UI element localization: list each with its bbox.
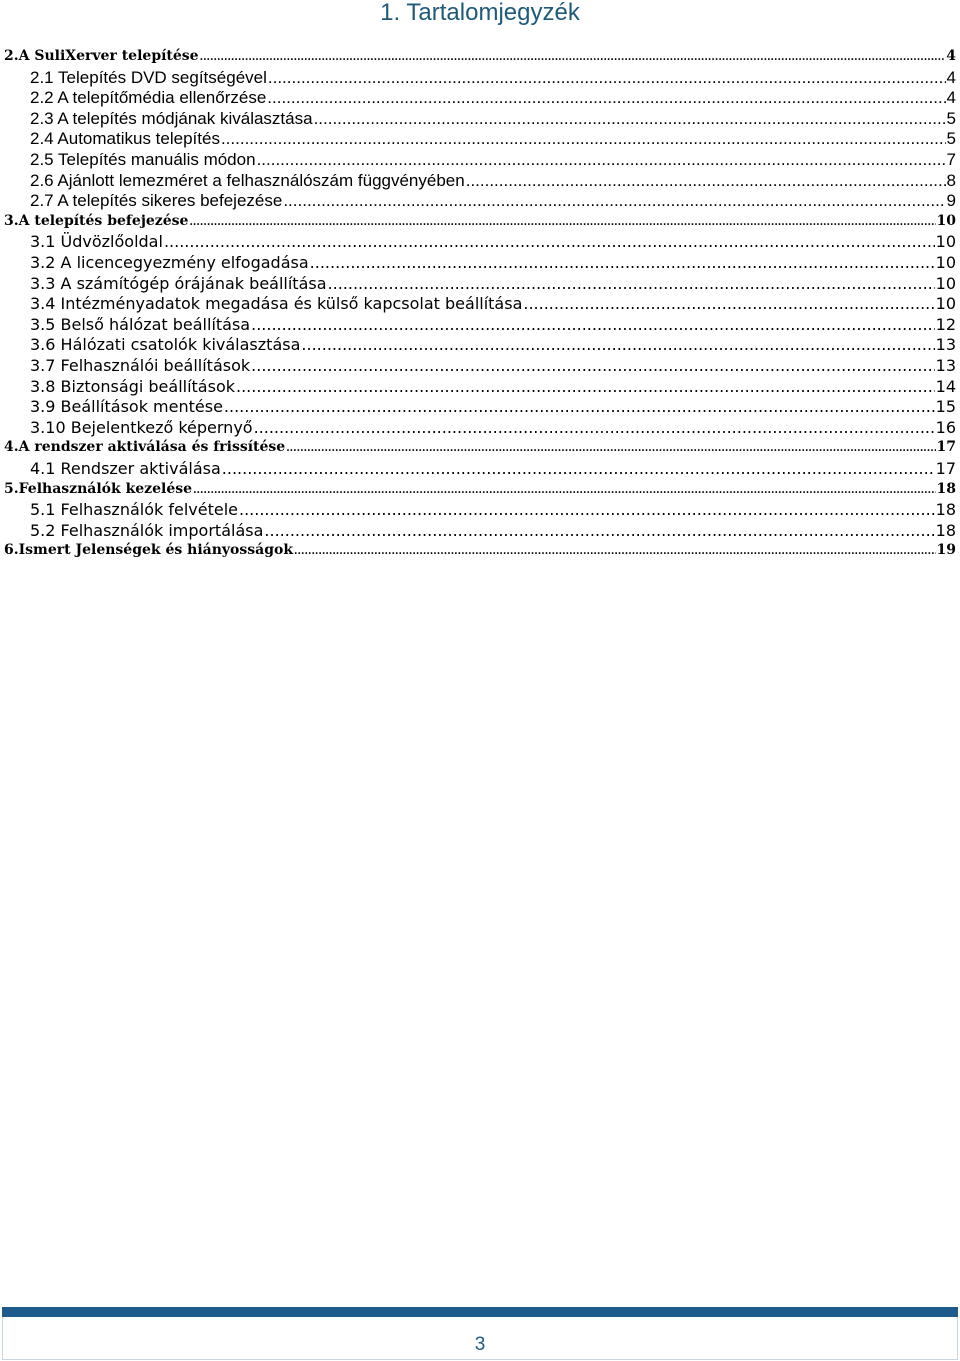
toc-entry-page: 5	[946, 129, 956, 148]
toc-leader-dots	[328, 274, 935, 294]
toc-section-entry[interactable]	[4, 294, 956, 314]
toc-leader-dots	[254, 418, 935, 438]
toc-section-entry[interactable]	[4, 315, 956, 335]
toc-entry-label: 3.4 Intézményadatok megadása és külső kapcsolat beállítása	[30, 294, 523, 313]
toc-leader-dots	[221, 129, 946, 149]
toc-entry-label: 2.2 A telepítőmédia ellenőrzése	[30, 88, 267, 107]
toc-entry-page: 4	[946, 48, 956, 64]
toc-leader-dots	[257, 150, 946, 170]
toc-entry-page: 9	[946, 191, 956, 210]
toc-entry-page: 17	[935, 459, 956, 478]
toc-leader-dots	[294, 541, 935, 561]
table-of-contents	[0, 0, 960, 600]
toc-chapter-entry[interactable]	[4, 212, 956, 232]
toc-leader-dots	[264, 521, 934, 541]
toc-entry-page: 7	[946, 150, 956, 169]
toc-entry-label: 2.3 A telepítés módjának kiválasztása	[30, 109, 313, 128]
toc-section-entry[interactable]	[4, 68, 956, 88]
toc-leader-dots	[251, 315, 935, 335]
toc-entry-page: 12	[935, 315, 956, 334]
toc-entry-label: 3.5 Belső hálózat beállítása	[30, 315, 251, 334]
toc-entry-label: 3.9 Beállítások mentése	[30, 397, 223, 416]
toc-leader-dots	[283, 191, 945, 211]
toc-section-entry[interactable]	[4, 274, 956, 294]
toc-entry-page: 10	[936, 213, 956, 229]
toc-leader-dots	[301, 335, 934, 355]
toc-leader-dots	[267, 88, 945, 108]
toc-entry-label: 2.A SuliXerver telepítése	[4, 48, 199, 64]
toc-entry-page: 10	[935, 232, 956, 251]
toc-entry-page: 10	[935, 253, 956, 272]
toc-entry-page: 15	[935, 397, 956, 416]
toc-entry-label: 3.8 Biztonsági beállítások	[30, 377, 235, 396]
toc-entry-page: 17	[936, 439, 956, 455]
toc-entry-page: 8	[946, 171, 956, 190]
toc-entry-page: 18	[935, 521, 956, 540]
toc-entry-label: 6.Ismert Jelenségek és hiányosságok	[4, 542, 294, 558]
toc-section-entry[interactable]	[4, 109, 956, 129]
toc-entry-label: 3.6 Hálózati csatolók kiválasztása	[30, 335, 301, 354]
toc-chapter-entry[interactable]	[4, 480, 956, 500]
toc-entry-page: 5	[946, 109, 956, 128]
toc-entry-label: 3.A telepítés befejezése	[4, 213, 189, 229]
toc-entry-label: 4.A rendszer aktiválása és frissítése	[4, 439, 286, 455]
toc-leader-dots	[466, 171, 946, 191]
toc-chapter-entry[interactable]	[4, 541, 956, 561]
toc-entry-page: 14	[935, 377, 956, 396]
toc-chapter-entry[interactable]	[4, 47, 956, 67]
toc-entry-page: 18	[936, 481, 956, 497]
toc-leader-dots	[251, 356, 934, 376]
toc-entry-label: 5.Felhasználók kezelése	[4, 481, 193, 497]
toc-section-entry[interactable]	[4, 129, 956, 149]
toc-entry-label: 2.7 A telepítés sikeres befejezése	[30, 191, 283, 210]
toc-entry-page: 13	[935, 356, 956, 375]
toc-entry-label: 2.6 Ajánlott lemezméret a felhasználószám függvényében	[30, 171, 465, 190]
toc-leader-dots	[268, 68, 946, 88]
toc-leader-dots	[314, 109, 946, 129]
toc-chapter-entry[interactable]	[4, 438, 956, 458]
toc-section-entry[interactable]	[4, 335, 956, 355]
toc-entry-label: 3.10 Bejelentkező képernyő	[30, 418, 253, 437]
page-number: 3	[474, 1334, 486, 1355]
toc-section-entry[interactable]	[4, 459, 956, 479]
toc-entry-page: 4	[946, 88, 956, 107]
toc-leader-dots	[286, 438, 935, 458]
toc-entry-page: 16	[935, 418, 956, 437]
toc-entry-page: 19	[936, 542, 956, 558]
toc-entry-label: 3.3 A számítógép órájának beállítása	[30, 274, 327, 293]
toc-entry-label: 3.7 Felhasználói beállítások	[30, 356, 251, 375]
toc-entry-page: 18	[935, 500, 956, 519]
toc-leader-dots	[200, 47, 946, 67]
page-title: 1. Tartalomjegyzék	[380, 0, 580, 26]
toc-section-entry[interactable]	[4, 377, 956, 397]
toc-leader-dots	[189, 212, 935, 232]
toc-entry-page: 4	[946, 68, 956, 87]
toc-entry-page: 13	[935, 335, 956, 354]
toc-section-entry[interactable]	[4, 418, 956, 438]
toc-entry-label: 2.5 Telepítés manuális módon	[30, 150, 256, 169]
toc-section-entry[interactable]	[4, 521, 956, 541]
toc-entry-label: 2.1 Telepítés DVD segítségével	[30, 68, 267, 87]
toc-entry-page: 10	[935, 294, 956, 313]
toc-section-entry[interactable]	[4, 232, 956, 252]
toc-entry-page: 10	[935, 274, 956, 293]
toc-entry-label: 3.2 A licencegyezmény elfogadása	[30, 253, 309, 272]
toc-leader-dots	[193, 480, 935, 500]
toc-section-entry[interactable]	[4, 150, 956, 170]
toc-section-entry[interactable]	[4, 500, 956, 520]
toc-entry-label: 4.1 Rendszer aktiválása	[30, 459, 221, 478]
toc-leader-dots	[222, 459, 935, 479]
toc-entry-label: 5.2 Felhasználók importálása	[30, 521, 264, 540]
toc-leader-dots	[523, 294, 934, 314]
toc-section-entry[interactable]	[4, 191, 956, 211]
toc-section-entry[interactable]	[4, 253, 956, 273]
toc-entry-label: 2.4 Automatikus telepítés	[30, 129, 220, 148]
toc-section-entry[interactable]	[4, 88, 956, 108]
toc-entry-label: 5.1 Felhasználók felvétele	[30, 500, 238, 519]
toc-leader-dots	[236, 377, 935, 397]
toc-leader-dots	[164, 232, 935, 252]
toc-section-entry[interactable]	[4, 397, 956, 417]
toc-leader-dots	[310, 253, 935, 273]
footer-bar	[2, 1307, 958, 1317]
toc-entry-label: 3.1 Üdvözlőoldal	[30, 232, 163, 251]
toc-section-entry[interactable]	[4, 356, 956, 376]
toc-leader-dots	[239, 500, 935, 520]
toc-section-entry[interactable]	[4, 171, 956, 191]
toc-leader-dots	[224, 397, 935, 417]
